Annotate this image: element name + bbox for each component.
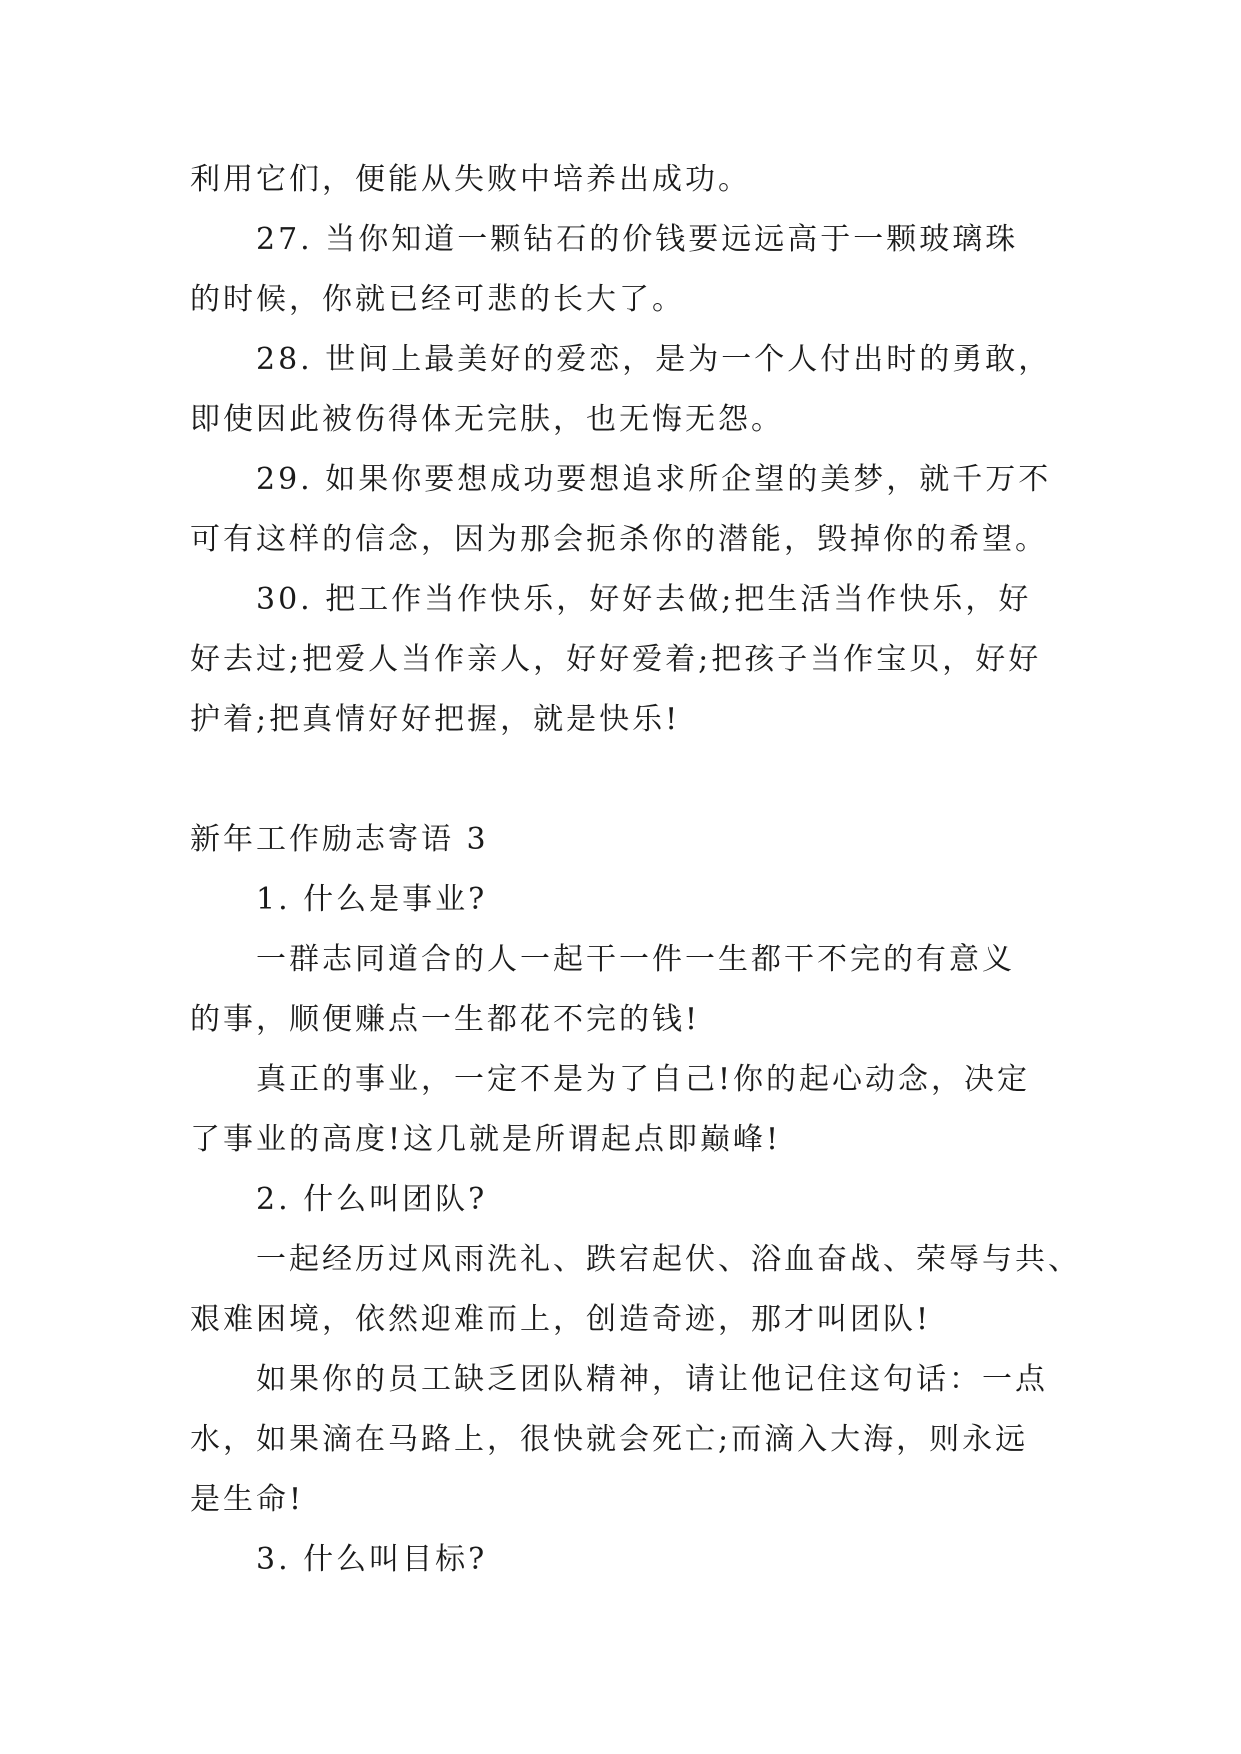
text-line: 如果你的员工缺乏团队精神，请让他记住这句话：一点	[256, 1362, 1048, 1397]
text-line: 的事，顺便赚点一生都花不完的钱!	[190, 1002, 701, 1037]
section-title: 新年工作励志寄语 3	[190, 822, 489, 857]
text-line: 的时候，你就已经可悲的长大了。	[190, 282, 685, 317]
text-line: 水，如果滴在马路上，很快就会死亡;而滴入大海，则永远	[190, 1422, 1029, 1457]
text-line: 护着;把真情好好把握，就是快乐!	[190, 702, 681, 737]
question-heading: 2. 什么叫团队?	[256, 1182, 488, 1217]
text-line: 即使因此被伤得体无完肤，也无悔无怨。	[190, 402, 784, 437]
text-line: 可有这样的信念，因为那会扼杀你的潜能，毁掉你的希望。	[190, 522, 1048, 557]
text-line: 艰难困境，依然迎难而上，创造奇迹，那才叫团队!	[190, 1302, 932, 1337]
document-body	[190, 150, 1081, 1590]
text-line: 是生命!	[190, 1482, 305, 1517]
text-line: 一起经历过风雨洗礼、跌宕起伏、浴血奋战、荣辱与共、	[256, 1242, 1081, 1277]
text-line: 真正的事业，一定不是为了自己!你的起心动念，决定	[256, 1062, 1031, 1097]
text-line: 30. 把工作当作快乐，好好去做;把生活当作快乐，好	[256, 582, 1032, 617]
text-line: 了事业的高度!这几就是所谓起点即巅峰!	[190, 1122, 782, 1157]
text-line: 好去过;把爱人当作亲人，好好爱着;把孩子当作宝贝，好好	[190, 642, 1042, 677]
text-line: 27. 当你知道一颗钻石的价钱要远远高于一颗玻璃珠	[256, 222, 1019, 257]
question-heading: 3. 什么叫目标?	[256, 1542, 488, 1577]
text-line: 一群志同道合的人一起干一件一生都干不完的有意义	[256, 942, 1015, 977]
question-heading: 1. 什么是事业?	[256, 882, 488, 917]
section-spacer	[190, 750, 1050, 810]
text-line: 29. 如果你要想成功要想追求所企望的美梦，就千万不	[256, 462, 1052, 497]
text-line: 28. 世间上最美好的爱恋，是为一个人付出时的勇敢，	[256, 342, 1052, 377]
text-line: 利用它们，便能从失败中培养出成功。	[190, 162, 751, 197]
